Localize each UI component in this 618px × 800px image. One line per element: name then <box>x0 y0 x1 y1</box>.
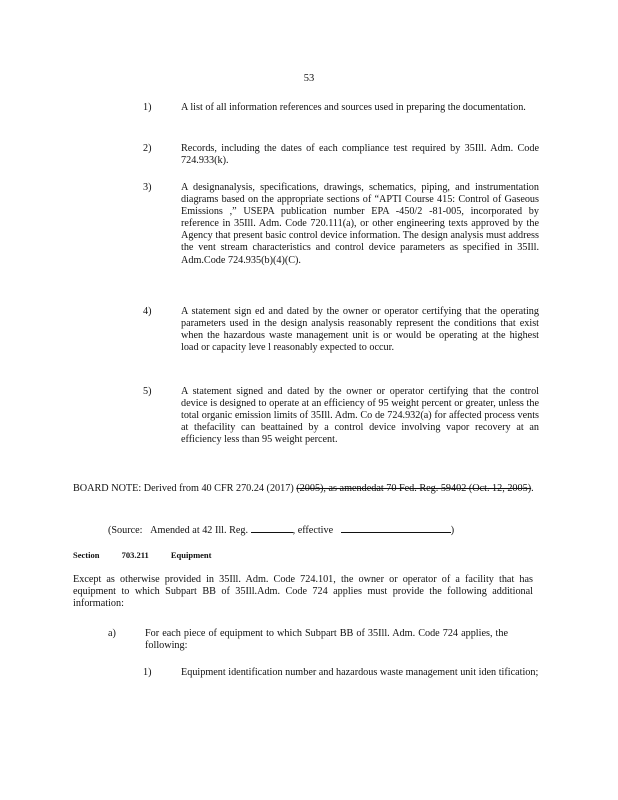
section-heading <box>73 550 231 560</box>
subsection-text: For each piece of equipment to which Subpart BB of 35Ill. Adm. Code 724 applies, the following: <box>145 628 508 652</box>
board-note-text: BOARD NOTE: Derived from 40 CFR 270.24 (2017) <box>73 483 297 494</box>
section-title: Equipment <box>170 550 212 560</box>
item-number: 2) <box>143 143 152 154</box>
source-amended: Amended at 42 Ill. Reg. <box>150 525 249 536</box>
item-number: 4) <box>143 306 152 317</box>
section-label: Section <box>73 550 100 560</box>
section-number: 703.211 <box>121 550 149 560</box>
item-number: 1) <box>143 102 152 113</box>
item-text: A list of all information references and sources used in preparing the documentation. <box>181 102 526 113</box>
item-number: 1) <box>143 667 152 678</box>
item-number: 3) <box>143 182 152 193</box>
item-number: 5) <box>143 386 152 397</box>
source-prefix: (Source: <box>108 525 143 536</box>
page-number: 53 <box>303 73 315 84</box>
item-text: A statement sign ed and dated by the owner or operator certifying that the operating parameters used in the design analysis reasonably represent the conditions that exist when the hazardous waste management unit is or would be operating at the highest load or capacity leve l reasonably expected to occur. <box>181 306 539 354</box>
item-text: Records, including the dates of each compliance test required by 35Ill. Adm. Code 724.933(k). <box>181 143 539 167</box>
item-text: A statement signed and dated by the owner or operator certifying that the control device is designed to operate at an efficiency of 95 weight percent or greater, unless the total organic emission limits of 35Ill. Adm. Co de 724.932(a) for affected process vents at thefacility can beattained by a control device involving vapor recovery at an efficiency less than 95 weight percent. <box>181 386 539 446</box>
section-paragraph: Except as otherwise provided in 35Ill. Adm. Code 724.101, the owner or operator of a facility that has equipment to which Subpart BB of 35Ill.Adm. Code 724 applies must provide the following additional information: <box>73 574 533 610</box>
item-text: Equipment identification number and hazardous waste management unit iden tification; <box>181 667 539 678</box>
source-note <box>108 522 454 536</box>
item-text: A designanalysis, specifications, drawings, schematics, piping, and instrumentation diagrams based on the appropriate sections of “APTI Course 415: Control of Gaseous Emissions ,” USEPA publication number EPA -450/2 -81-005, incorporated by reference in 35Ill. Adm. Code 720.111(a), or other engineering texts approved by the Agency that present basic control device information. The design analysis must address the vent stream characteristics and control device parameters as specified in 35Ill. Adm.Code 724.935(b)(4)(C). <box>181 182 539 266</box>
board-note-end: . <box>531 483 534 494</box>
date-blank <box>341 522 451 533</box>
board-note <box>73 483 538 495</box>
board-note-struck: (2005), as amendedat 70 Fed. Reg. 59402 (Oct. 12, 2005) <box>296 483 532 494</box>
reg-blank <box>251 522 293 533</box>
source-effective: , effective <box>292 525 334 536</box>
subsection-number: a) <box>108 628 116 639</box>
source-close: ) <box>450 525 455 536</box>
